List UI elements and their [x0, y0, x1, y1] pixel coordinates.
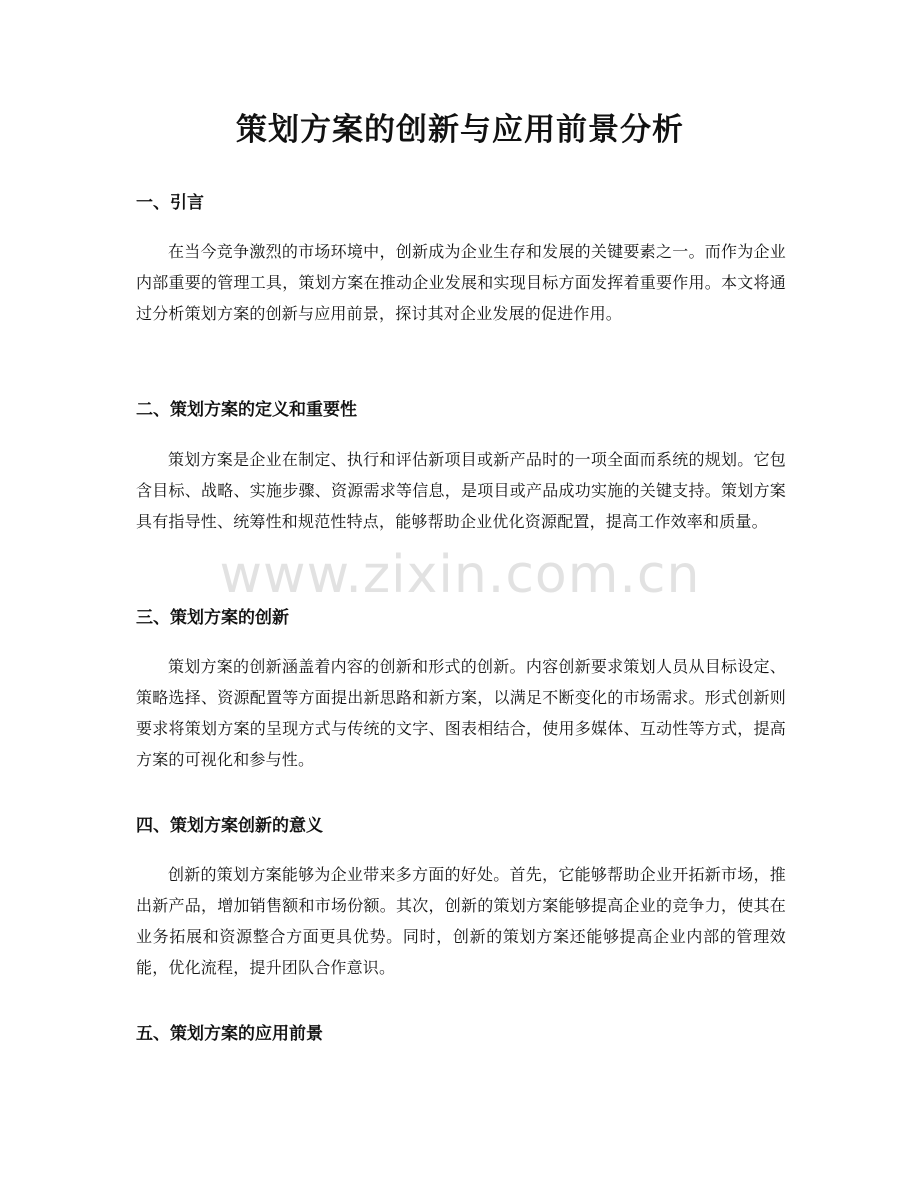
section-paragraph-introduction: 在当今竞争激烈的市场环境中，创新成为企业生存和发展的关键要素之一。而作为企业内部重要的管理工具，策划方案在推动企业发展和实现目标方面发挥着重要作用。本文将通过分析策划方案的创新与应用前景，探讨其对企业发展的促进作用。	[136, 242, 786, 323]
section-heading-significance: 四、策划方案创新的意义	[136, 816, 323, 836]
watermark: www.zixin.com.cn	[219, 545, 701, 605]
section-heading-innovation: 三、策划方案的创新	[136, 608, 289, 628]
section-paragraph-innovation: 策划方案的创新涵盖着内容的创新和形式的创新。内容创新要求策划人员从目标设定、策略选择、资源配置等方面提出新思路和新方案，以满足不断变化的市场需求。形式创新则要求将策划方案的呈现方式与传统的文字、图表相结合，使用多媒体、互动性等方式，提高方案的可视化和参与性。	[136, 657, 786, 769]
section-heading-definition: 二、策划方案的定义和重要性	[136, 400, 357, 420]
document-title: 策划方案的创新与应用前景分析	[236, 112, 684, 148]
section-heading-prospects: 五、策划方案的应用前景	[136, 1024, 323, 1044]
section-paragraph-significance: 创新的策划方案能够为企业带来多方面的好处。首先，它能够帮助企业开拓新市场，推出新产品，增加销售额和市场份额。其次，创新的策划方案能够提高企业的竞争力，使其在业务拓展和资源整合方面更具优势。同时，创新的策划方案还能够提高企业内部的管理效能，优化流程，提升团队合作意识。	[136, 865, 786, 977]
section-heading-introduction: 一、引言	[136, 193, 204, 213]
section-paragraph-definition: 策划方案是企业在制定、执行和评估新项目或新产品时的一项全面而系统的规划。它包含目标、战略、实施步骤、资源需求等信息，是项目或产品成功实施的关键支持。策划方案具有指导性、统筹性和规范性特点，能够帮助企业优化资源配置，提高工作效率和质量。	[136, 450, 786, 531]
